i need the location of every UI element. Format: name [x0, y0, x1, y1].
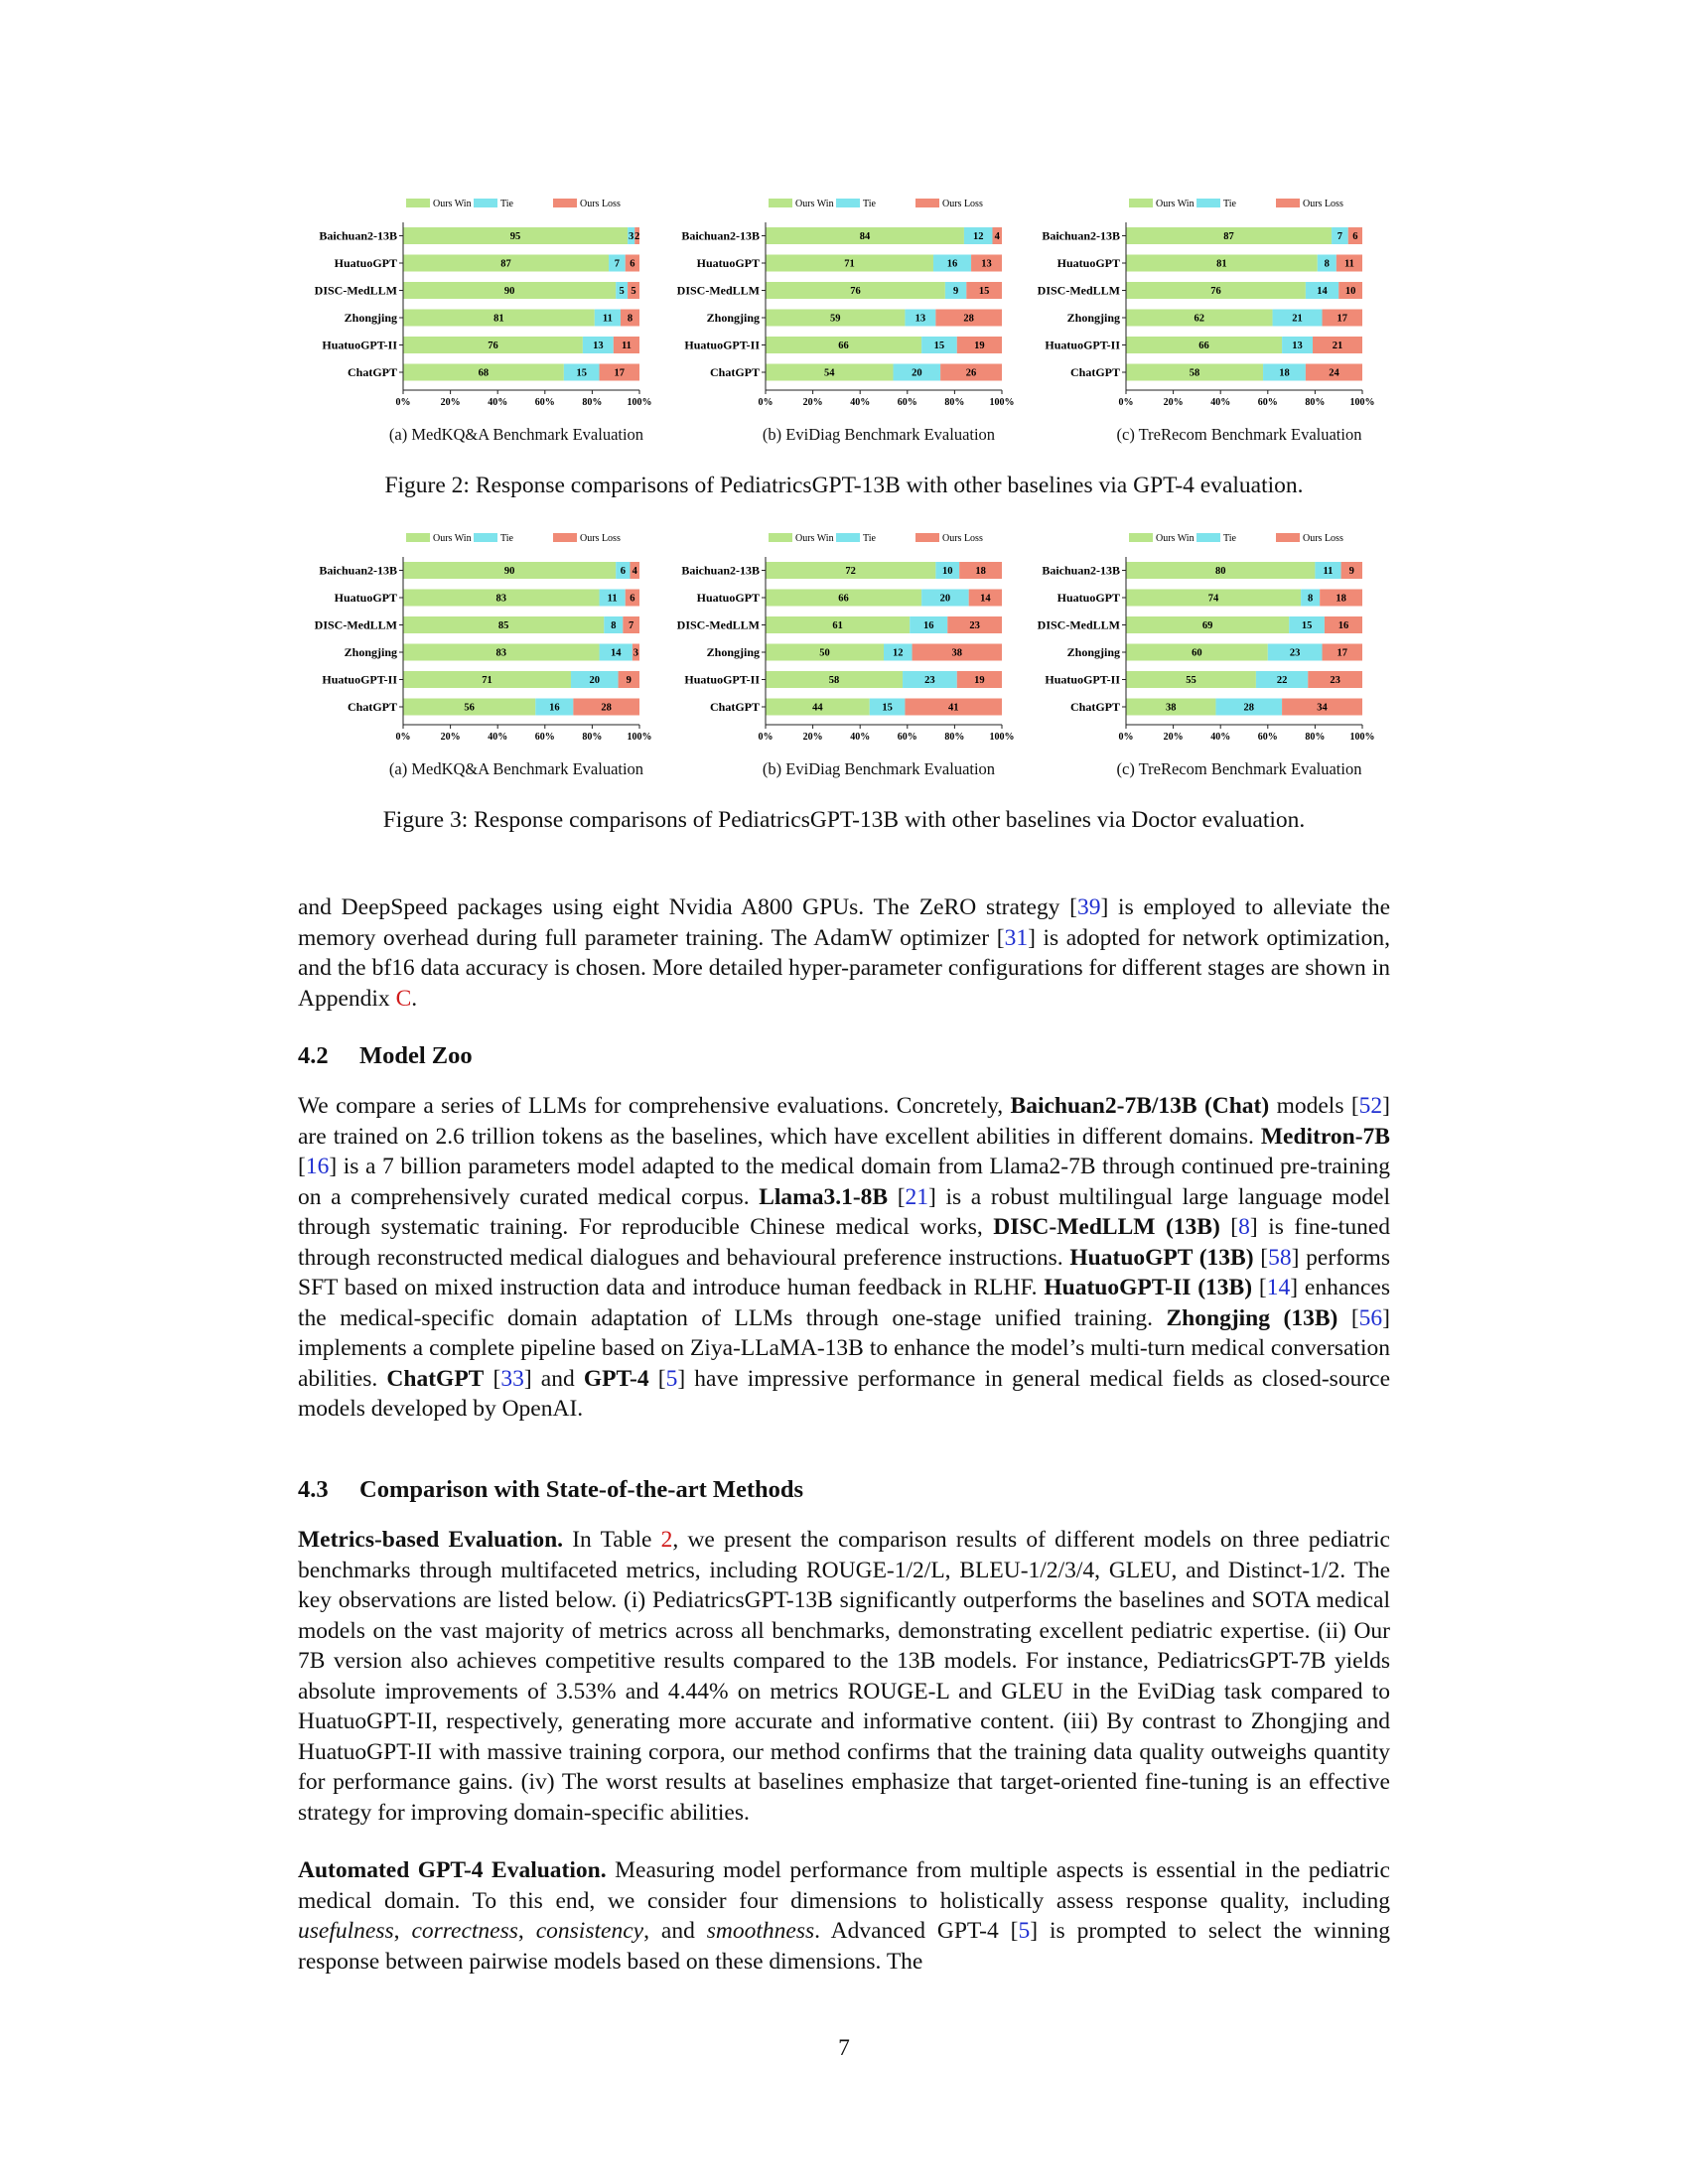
data-label: 2 [633, 231, 640, 242]
category-label: ChatGPT [347, 365, 397, 379]
data-label: 7 [1336, 231, 1343, 242]
data-label: 76 [488, 341, 498, 351]
category-label: Baichuan2-13B [681, 563, 760, 578]
data-label: 12 [972, 231, 984, 242]
subcaption-f2-b: (b) EviDiag Benchmark Evaluation [762, 425, 996, 444]
data-label: 44 [812, 702, 823, 714]
category-label: ChatGPT [709, 365, 760, 379]
legend-swatch-tie [1196, 199, 1220, 207]
legend-swatch-win [406, 533, 430, 542]
data-label: 15 [882, 702, 893, 714]
data-label: 13 [981, 258, 992, 270]
data-label: 76 [1210, 286, 1221, 297]
data-label: 26 [965, 367, 977, 379]
data-label: 62 [1194, 313, 1205, 325]
citation-link[interactable]: 5 [1018, 1918, 1031, 1944]
x-tick-label: 20% [1163, 397, 1184, 408]
data-label: 38 [1165, 702, 1177, 714]
category-label: HuatuoGPT-II [322, 672, 397, 687]
category-label: HuatuoGPT [334, 591, 397, 605]
data-label: 50 [819, 647, 830, 659]
paragraph-training-setup: and DeepSpeed packages using eight Nvidia A800 GPUs. The ZeRO strategy [39] is employed to alleviate the memory overhead during full parameter training. The AdamW optimizer [31] is adopted for network optimization, and the bf16 data accuracy is chosen. More detailed hyper-parameter configurations for different stages are shown in Appendix C. [298, 894, 1390, 1012]
chart-f2-c [1016, 194, 1383, 412]
legend-label-tie: Tie [500, 533, 513, 544]
legend-label-win: Ours Win [1156, 199, 1195, 209]
figure-3-charts [293, 528, 1395, 747]
chart-svg [655, 528, 1023, 747]
data-label: 71 [844, 258, 855, 270]
figure-3-caption: Figure 3: Response comparisons of PediatricsGPT-13B with other baselines via Doctor evaluation. [382, 807, 1306, 833]
data-label: 4 [994, 231, 1000, 242]
legend-label-loss: Ours Loss [942, 199, 983, 209]
data-label: 80 [1214, 566, 1226, 577]
citation-link[interactable]: 33 [500, 1365, 524, 1392]
data-label: 87 [500, 258, 511, 270]
data-label: 21 [1332, 341, 1343, 351]
x-tick-label: 80% [944, 397, 965, 408]
data-label: 18 [975, 566, 986, 577]
category-label: ChatGPT [1069, 700, 1120, 714]
category-label: ChatGPT [709, 700, 760, 714]
data-label: 18 [1279, 367, 1290, 379]
x-tick-label: 100% [627, 732, 652, 743]
citation-link[interactable]: 21 [905, 1183, 929, 1210]
data-label: 4 [632, 566, 637, 577]
figure-2-caption: Figure 2: Response comparisons of PediatricsGPT-13B with other baselines via GPT-4 evaluation. [384, 473, 1304, 498]
data-label: 54 [824, 367, 835, 379]
data-label: 61 [832, 620, 843, 631]
category-label: HuatuoGPT-II [684, 672, 760, 687]
category-label: Zhongjing [1066, 311, 1120, 325]
x-tick-label: 40% [1210, 397, 1231, 408]
data-label: 17 [1336, 313, 1348, 325]
data-label: 24 [1329, 367, 1339, 379]
legend-label-win: Ours Win [795, 533, 834, 544]
data-label: 74 [1207, 593, 1219, 605]
legend-label-win: Ours Win [433, 199, 472, 209]
category-label: DISC-MedLLM [1037, 283, 1120, 298]
section-heading-4-2: 4.2 Model Zoo [298, 1042, 473, 1069]
category-label: Baichuan2-13B [1042, 228, 1120, 243]
data-label: 17 [614, 367, 626, 379]
legend-label-win: Ours Win [795, 199, 834, 209]
data-label: 3 [629, 231, 634, 242]
legend-label-win: Ours Win [433, 533, 472, 544]
data-label: 13 [1292, 341, 1303, 351]
data-label: 84 [859, 231, 871, 242]
data-label: 60 [1192, 647, 1202, 659]
x-tick-label: 80% [582, 732, 603, 743]
data-label: 66 [838, 593, 849, 605]
page-number: 7 [838, 2035, 850, 2061]
category-label: HuatuoGPT [696, 256, 760, 270]
data-label: 76 [850, 286, 861, 297]
legend-label-tie: Tie [863, 533, 876, 544]
chart-f3-c [1016, 528, 1383, 747]
data-label: 8 [1308, 593, 1314, 605]
data-label: 15 [978, 286, 990, 297]
subcaption-f3-b: (b) EviDiag Benchmark Evaluation [762, 759, 996, 778]
citation-link[interactable]: 8 [1238, 1214, 1250, 1240]
legend-swatch-loss [553, 199, 577, 207]
data-label: 7 [629, 620, 634, 631]
x-tick-label: 0% [758, 732, 774, 743]
x-tick-label: 80% [944, 732, 965, 743]
data-label: 90 [503, 566, 515, 577]
data-label: 20 [589, 675, 601, 686]
data-label: 23 [924, 675, 935, 686]
x-tick-label: 100% [627, 397, 652, 408]
data-label: 14 [980, 593, 991, 605]
data-label: 22 [1276, 675, 1288, 686]
data-label: 18 [1336, 593, 1346, 605]
chart-svg [293, 194, 660, 412]
category-label: HuatuoGPT [1056, 591, 1120, 605]
data-label: 58 [828, 675, 840, 686]
subcaption-f3-a: (a) MedKQ&A Benchmark Evaluation [388, 759, 644, 778]
data-label: 11 [1323, 566, 1334, 577]
legend-label-loss: Ours Loss [1303, 533, 1343, 544]
legend-swatch-loss [915, 533, 939, 542]
data-label: 11 [1343, 258, 1354, 270]
data-label: 16 [922, 620, 934, 631]
category-label: DISC-MedLLM [314, 617, 397, 632]
data-label: 5 [619, 286, 625, 297]
chart-svg [655, 194, 1023, 412]
category-label: Baichuan2-13B [1042, 563, 1120, 578]
data-label: 10 [1344, 286, 1356, 297]
category-label: Zhongjing [1066, 645, 1120, 659]
legend-swatch-loss [1276, 199, 1300, 207]
data-label: 13 [593, 341, 604, 351]
legend-label-tie: Tie [500, 199, 513, 209]
legend-swatch-tie [1196, 533, 1220, 542]
x-tick-label: 100% [989, 397, 1015, 408]
data-label: 19 [974, 675, 985, 686]
category-label: DISC-MedLLM [1037, 617, 1120, 632]
paragraph-model-zoo: We compare a series of LLMs for comprehensive evaluations. Concretely, Baichuan2-7B/13B (Chat) models [52] are trained on 2.6 trillion tokens as the baselines, which have excellent abilities in different domains. Meditron-7B [16] is a 7 billion parameters model adapted to the medical domain from Llama2-7B through continued pre-training on a comprehensively curated medical corpus. Llama3.1-8B [21] is a robust multilingual large language model through systematic training. For reproducible Chinese medical works, DISC-MedLLM (13B) [8] is fine-tuned through reconstructed medical dialogues and behavioural preference instructions. HuatuoGPT (13B) [58] performs SFT based on mixed instruction data and introduce human feedback in RLHF. HuatuoGPT-II (13B) [14] enhances the medical-specific domain adaptation of LLMs through one-stage unified training. Zhongjing (13B) [56] implements a complete pipeline based on Ziya-LLaMA-13B to enhance the model’s multi-turn medical conversation abilities. ChatGPT [33] and GPT-4 [5] have impressive performance in general medical fields as closed-source models developed by OpenAI. [298, 1093, 1391, 1422]
category-label: HuatuoGPT [334, 256, 397, 270]
category-label: Zhongjing [344, 645, 397, 659]
data-label: 55 [1186, 675, 1196, 686]
data-label: 14 [1317, 286, 1328, 297]
x-tick-label: 80% [1305, 397, 1326, 408]
x-tick-label: 60% [534, 732, 555, 743]
chart-svg [1016, 194, 1383, 412]
legend-swatch-loss [1276, 533, 1300, 542]
data-label: 8 [627, 313, 633, 325]
data-label: 38 [951, 647, 963, 659]
data-label: 71 [482, 675, 492, 686]
subcaption-f2-c: (c) TreRecom Benchmark Evaluation [1116, 425, 1362, 444]
data-label: 83 [495, 647, 507, 659]
data-label: 34 [1317, 702, 1328, 714]
data-label: 6 [630, 593, 635, 605]
data-label: 6 [1352, 231, 1358, 242]
subcaption-f2-a: (a) MedKQ&A Benchmark Evaluation [388, 425, 644, 444]
chart-svg [293, 528, 660, 747]
category-label: HuatuoGPT-II [684, 338, 760, 352]
legend-label-tie: Tie [1223, 533, 1236, 544]
table-link[interactable]: 2 [660, 1527, 673, 1553]
legend-swatch-win [1129, 199, 1153, 207]
x-tick-label: 40% [488, 397, 508, 408]
data-label: 12 [893, 647, 904, 659]
citation-link[interactable]: 31 [1004, 924, 1029, 951]
data-label: 66 [838, 341, 849, 351]
legend-swatch-tie [474, 199, 497, 207]
x-tick-label: 100% [1349, 732, 1375, 743]
x-tick-label: 60% [897, 732, 917, 743]
citation-link[interactable]: 52 [1358, 1093, 1383, 1119]
data-label: 81 [493, 313, 504, 325]
legend-label-loss: Ours Loss [942, 533, 983, 544]
category-label: HuatuoGPT [1056, 256, 1120, 270]
x-tick-label: 0% [395, 397, 411, 408]
appendix-link[interactable]: C [395, 985, 412, 1012]
category-label: Zhongjing [706, 645, 760, 659]
category-label: HuatuoGPT-II [1045, 338, 1120, 352]
data-label: 23 [1289, 647, 1301, 659]
data-label: 16 [1337, 620, 1349, 631]
figure-2-charts [293, 194, 1395, 412]
data-label: 15 [1301, 620, 1313, 631]
x-tick-label: 80% [1305, 732, 1326, 743]
chart-f2-b [655, 194, 1023, 412]
chart-f3-b [655, 528, 1023, 747]
x-tick-label: 20% [1163, 732, 1184, 743]
x-tick-label: 0% [395, 732, 411, 743]
data-label: 16 [946, 258, 958, 270]
data-label: 11 [607, 593, 618, 605]
data-label: 13 [914, 313, 926, 325]
legend-swatch-tie [836, 533, 860, 542]
category-label: Zhongjing [344, 311, 397, 325]
category-label: HuatuoGPT-II [1045, 672, 1120, 687]
data-label: 14 [610, 647, 622, 659]
data-label: 20 [912, 367, 922, 379]
data-label: 6 [620, 566, 626, 577]
category-label: Baichuan2-13B [681, 228, 760, 243]
section-heading-4-3: 4.3 Comparison with State-of-the-art Methods [298, 1476, 804, 1503]
data-label: 15 [576, 367, 587, 379]
x-tick-label: 60% [1257, 397, 1278, 408]
data-label: 15 [933, 341, 945, 351]
x-tick-label: 0% [1118, 397, 1134, 408]
x-tick-label: 100% [1349, 397, 1375, 408]
x-tick-label: 60% [534, 397, 555, 408]
data-label: 87 [1223, 231, 1234, 242]
category-label: Zhongjing [706, 311, 760, 325]
x-tick-label: 20% [440, 397, 461, 408]
data-label: 95 [509, 231, 521, 242]
x-tick-label: 40% [850, 732, 871, 743]
data-label: 9 [952, 286, 959, 297]
legend-label-win: Ours Win [1156, 533, 1195, 544]
x-tick-label: 40% [1210, 732, 1231, 743]
chart-f3-a [293, 528, 660, 747]
x-tick-label: 100% [989, 732, 1015, 743]
category-label: DISC-MedLLM [314, 283, 397, 298]
x-tick-label: 20% [802, 732, 823, 743]
category-label: ChatGPT [347, 700, 397, 714]
category-label: HuatuoGPT-II [322, 338, 397, 352]
data-label: 8 [611, 620, 617, 631]
data-label: 10 [942, 566, 953, 577]
data-label: 11 [602, 313, 613, 325]
data-label: 17 [1336, 647, 1348, 659]
citation-link[interactable]: 16 [305, 1154, 330, 1179]
x-tick-label: 60% [1257, 732, 1278, 743]
data-label: 85 [497, 620, 509, 631]
citation-link[interactable]: 58 [1268, 1244, 1292, 1271]
data-label: 90 [503, 286, 515, 297]
citation-link[interactable]: 56 [1358, 1304, 1383, 1331]
data-label: 11 [621, 341, 632, 351]
legend-swatch-win [769, 533, 792, 542]
x-tick-label: 20% [802, 397, 823, 408]
category-label: ChatGPT [1069, 365, 1120, 379]
x-tick-label: 0% [1118, 732, 1134, 743]
data-label: 72 [845, 566, 856, 577]
category-label: HuatuoGPT [696, 591, 760, 605]
data-label: 68 [478, 367, 490, 379]
data-label: 59 [829, 313, 841, 325]
legend-swatch-win [1129, 533, 1153, 542]
chart-f2-a [293, 194, 660, 412]
data-label: 21 [1292, 313, 1303, 325]
data-label: 7 [614, 258, 621, 270]
legend-swatch-win [406, 199, 430, 207]
data-label: 58 [1189, 367, 1200, 379]
x-tick-label: 0% [758, 397, 774, 408]
legend-label-loss: Ours Loss [1303, 199, 1343, 209]
data-label: 69 [1201, 620, 1213, 631]
x-tick-label: 40% [850, 397, 871, 408]
data-label: 6 [630, 258, 635, 270]
data-label: 16 [549, 702, 560, 714]
data-label: 3 [633, 647, 639, 659]
paragraph-gpt4-evaluation: Automated GPT-4 Evaluation. Measuring model performance from multiple aspects is essential in the pediatric medical domain. To this end, we consider four dimensions to holistically assess response quality, including usefulness, correctness, consistency, and smoothness. Advanced GPT-4 [5] is prompted to select the winning response between pairwise models based on these dimensions. The [298, 1857, 1391, 1975]
data-label: 23 [969, 620, 980, 631]
chart-svg [1016, 528, 1383, 747]
legend-swatch-loss [915, 199, 939, 207]
category-label: Baichuan2-13B [319, 563, 397, 578]
legend-label-tie: Tie [863, 199, 876, 209]
data-label: 9 [1348, 566, 1354, 577]
category-label: Baichuan2-13B [319, 228, 397, 243]
data-label: 23 [1330, 675, 1340, 686]
data-label: 28 [601, 702, 612, 714]
x-tick-label: 20% [440, 732, 461, 743]
data-label: 28 [1243, 702, 1255, 714]
legend-label-loss: Ours Loss [580, 199, 621, 209]
data-label: 5 [631, 286, 636, 297]
x-tick-label: 60% [897, 397, 917, 408]
legend-swatch-win [769, 199, 792, 207]
data-label: 8 [1324, 258, 1330, 270]
data-label: 28 [963, 313, 974, 325]
data-label: 20 [939, 593, 951, 605]
legend-swatch-tie [474, 533, 497, 542]
legend-swatch-loss [553, 533, 577, 542]
legend-label-loss: Ours Loss [580, 533, 621, 544]
legend-swatch-tie [836, 199, 860, 207]
paragraph-metrics-evaluation: Metrics-based Evaluation. In Table 2, we present the comparison results of different models on three pediatric benchmarks through multifaceted metrics, including ROUGE-1/2/L, BLEU-1/2/3/4, GLEU, and Distinct-1/2. The key observations are listed below. (i) PediatricsGPT-13B significantly outperforms the baselines and SOTA medical models on the vast majority of metrics across all benchmarks, demonstrating excellent pediatric expertise. (ii) Our 7B version also achieves competitive results compared to the 13B models. For instance, PediatricsGPT-7B yields absolute improvements of 3.53% and 4.44% on metrics ROUGE-L and GLEU in the EviDiag task compared to HuatuoGPT-II, respectively, generating more accurate and informative content. (iii) By contrast to Zhongjing and HuatuoGPT-II with massive training corpora, our method confirms that the training data quality outweighs quantity for performance gains. (iv) The worst results at baselines emphasize that target-oriented fine-tuning is an effective strategy for improving domain-specific abilities. [298, 1527, 1390, 1826]
citation-link[interactable]: 5 [665, 1365, 678, 1392]
data-label: 56 [464, 702, 475, 714]
data-label: 19 [974, 341, 985, 351]
legend-label-tie: Tie [1223, 199, 1236, 209]
data-label: 41 [947, 702, 959, 714]
x-tick-label: 40% [488, 732, 508, 743]
data-label: 66 [1198, 341, 1209, 351]
data-label: 9 [626, 675, 632, 686]
subcaption-f3-c: (c) TreRecom Benchmark Evaluation [1116, 759, 1362, 778]
data-label: 83 [495, 593, 507, 605]
citation-link[interactable]: 14 [1266, 1275, 1291, 1300]
category-label: DISC-MedLLM [676, 283, 760, 298]
category-label: DISC-MedLLM [676, 617, 760, 632]
citation-link[interactable]: 39 [1076, 894, 1101, 920]
data-label: 81 [1216, 258, 1227, 270]
x-tick-label: 80% [582, 397, 603, 408]
